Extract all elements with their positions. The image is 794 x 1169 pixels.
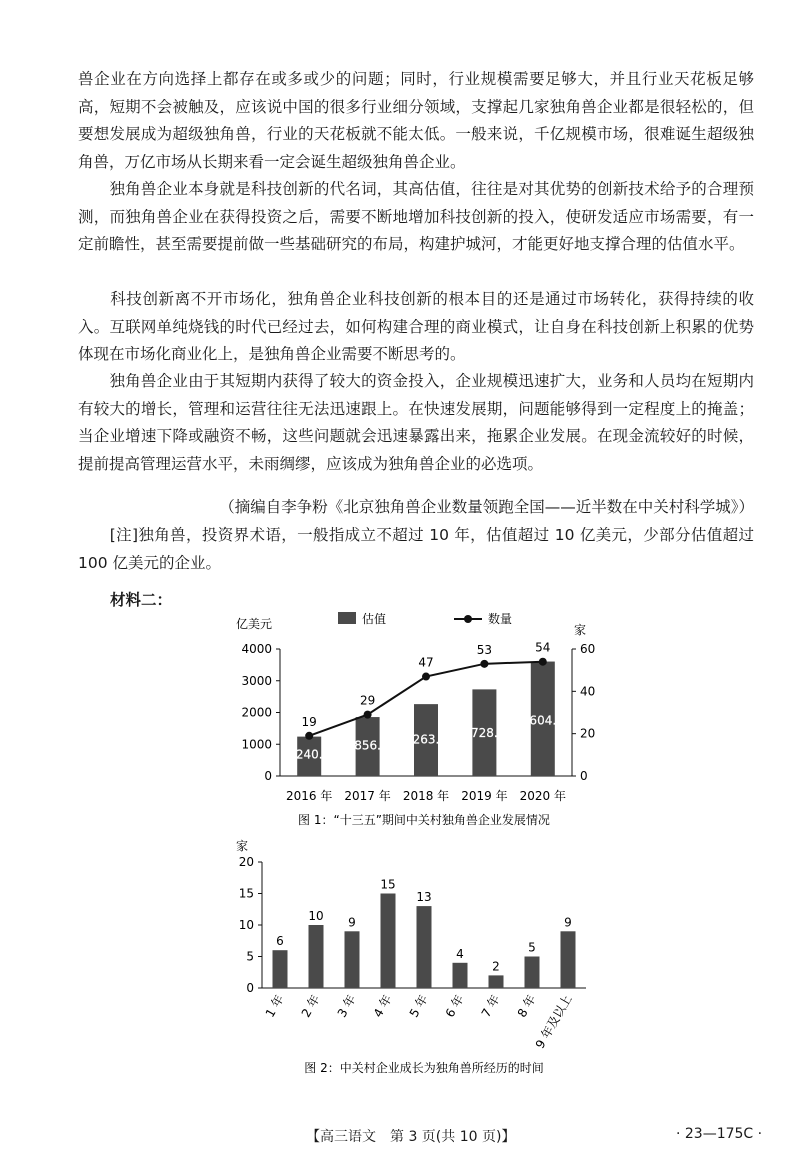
bar-value-label: 13 xyxy=(416,890,432,905)
x-tick-label: 6 年 xyxy=(442,992,467,1020)
x-tick-label: 2016 年 xyxy=(286,789,333,803)
right-axis-unit: 家 xyxy=(574,623,587,637)
count-label: 54 xyxy=(535,640,551,655)
left-tick-label: 2000 xyxy=(241,705,272,720)
bar-value-label: 1856.2 xyxy=(346,738,389,753)
count-point xyxy=(480,660,488,668)
left-tick-label: 1000 xyxy=(241,737,272,752)
paragraph-2: 独角兽企业本身就是科技创新的代名词，其高估值，往往是对其优势的创新技术给予的合理预测，而独角兽企业在获得投资之后，需要不断地增加科技创新的投入，使研发适应市场需要，有一定前瞻性，甚至需要提前做一些基础研究的布局，构建护城河，才能更好地支撑合理的估值水平。 xyxy=(78,180,754,253)
bar-value-label: 1240.5 xyxy=(288,747,331,762)
bar xyxy=(525,957,540,989)
paragraph-1: 兽企业在方向选择上都存在或多或少的问题；同时，行业规模需要足够大，并且行业天花板足够高，短期不会被触及，应该说中国的很多行业细分领域，支撑起几家独角兽企业都是很轻松的，但要想发展成为超级独角兽，行业的天花板就不能太低。一般来说，千亿规模市场，很难诞生超级独角兽，万亿市场从长期来看一定会诞生超级独角兽企业。 xyxy=(78,70,754,171)
x-tick-label: 9 年及以上 xyxy=(532,992,575,1051)
bar xyxy=(489,975,504,988)
y-tick-label: 20 xyxy=(238,855,254,869)
right-tick-label: 60 xyxy=(580,642,596,656)
count-point xyxy=(539,658,547,666)
x-tick-label: 2017 年 xyxy=(344,789,391,803)
y-tick-label: 15 xyxy=(238,886,254,901)
bar-value-label: 10 xyxy=(308,909,324,923)
chart-growth-time xyxy=(0,830,794,1080)
count-label: 19 xyxy=(301,714,317,729)
legend-line-marker xyxy=(464,615,472,623)
y-axis-unit: 家 xyxy=(236,839,249,853)
bar xyxy=(417,906,432,988)
left-tick-label: 3000 xyxy=(241,673,272,688)
x-tick-label: 2019 年 xyxy=(461,789,508,803)
bar xyxy=(273,950,288,988)
bar-value-label: 4 xyxy=(456,946,464,961)
bar xyxy=(345,931,360,988)
count-label: 29 xyxy=(359,693,376,708)
bar-value-label: 2 xyxy=(492,959,500,974)
y-tick-label: 5 xyxy=(246,949,254,964)
legend-line-label: 数量 xyxy=(488,612,513,626)
x-tick-label: 1 年 xyxy=(262,992,287,1020)
count-label: 47 xyxy=(418,655,434,670)
x-tick-label: 3 年 xyxy=(334,992,359,1020)
count-point xyxy=(422,673,430,681)
material-label: 材料二： xyxy=(110,591,173,609)
chart-title: 图 1：“十三五”期间中关村独角兽企业发展情况 xyxy=(298,813,550,827)
footer-page-info: 【高三语文 第 3 页(共 10 页)】 xyxy=(306,1129,516,1145)
legend-bar-swatch xyxy=(338,612,356,624)
bar-value-label: 15 xyxy=(380,877,396,892)
bar xyxy=(453,963,468,988)
bar-value-label: 2263.6 xyxy=(405,732,447,747)
x-tick-label: 2018 年 xyxy=(402,789,450,803)
x-tick-label: 4 年 xyxy=(370,992,395,1020)
x-tick-label: 7 年 xyxy=(478,992,503,1020)
paragraph-3: 科技创新离不开市场化，独角兽企业科技创新的根本目的还是通过市场转化，获得持续的收入。互联网单纯烧钱的时代已经过去，如何构建合理的商业模式，让自身在科技创新上积累的优势体现在市场化商业化上，是独角兽企业需要不断思考的。 xyxy=(78,290,754,363)
legend-bar-label: 估值 xyxy=(362,612,387,626)
bar-value-label: 9 xyxy=(564,915,572,930)
x-tick-label: 8 年 xyxy=(514,992,539,1020)
right-tick-label: 0 xyxy=(580,769,588,783)
y-tick-label: 10 xyxy=(238,918,254,932)
paragraph-4: 独角兽企业由于其短期内获得了较大的资金投入，企业规模迅速扩大，业务和人员均在短期内有较大的增长，管理和运营往往无法迅速跟上。在快速发展期，问题能够得到一定程度上的掩盖；当企业增速下降或融资不畅，这些问题就会迅速暴露出来，拖累企业发展。在现金流较好的时候，提前提高管理运营水平，未雨绸缪，应该成为独角兽企业的必选项。 xyxy=(78,372,754,473)
chart-development xyxy=(0,600,794,832)
footnote: [注]独角兽，投资界术语，一般指成立不超过 10 年，估值超过 10 亿美元，少部分估值超过 100 亿美元的企业。 xyxy=(78,526,754,572)
bar-value-label: 3604.8 xyxy=(521,713,564,728)
left-axis-unit: 亿美元 xyxy=(236,617,273,631)
count-point xyxy=(364,711,372,719)
bar xyxy=(309,925,324,988)
bar-value-label: 9 xyxy=(348,915,356,930)
footer-code: · 23—175C · xyxy=(676,1126,763,1142)
count-label: 53 xyxy=(476,642,493,657)
bar-value-label: 2728.1 xyxy=(463,726,506,741)
bar xyxy=(561,931,576,988)
right-tick-label: 20 xyxy=(580,726,596,741)
chart-title: 图 2：中关村企业成长为独角兽所经历的时间 xyxy=(304,1061,544,1075)
bar-value-label: 6 xyxy=(276,934,284,949)
x-tick-label: 2020 年 xyxy=(519,789,566,803)
left-tick-label: 0 xyxy=(264,769,272,783)
y-tick-label: 0 xyxy=(246,981,254,995)
x-tick-label: 2 年 xyxy=(298,992,323,1020)
count-point xyxy=(305,732,313,740)
bar-value-label: 5 xyxy=(528,940,536,955)
source-citation: （摘编自李争粉《北京独角兽企业数量领跑全国——近半数在中关村科学城》） xyxy=(219,498,754,516)
left-tick-label: 4000 xyxy=(241,642,272,656)
x-tick-label: 5 年 xyxy=(406,992,431,1020)
right-tick-label: 40 xyxy=(580,684,596,699)
bar xyxy=(381,894,396,989)
